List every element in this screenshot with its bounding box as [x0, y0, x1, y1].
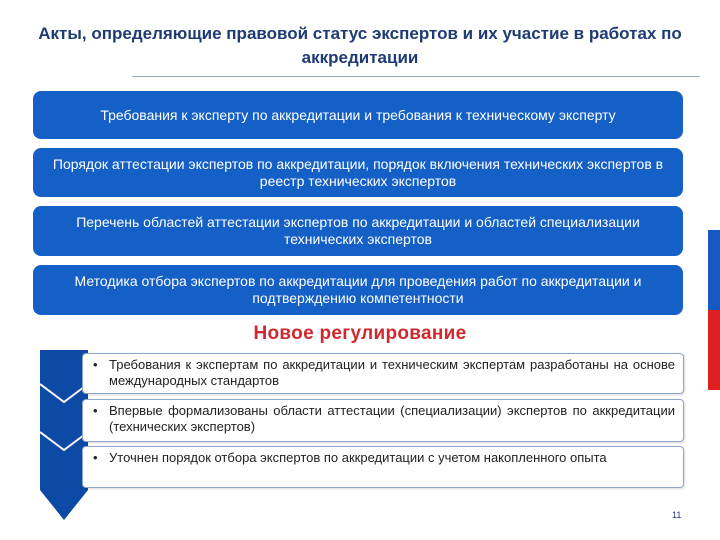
act-box-label: Требования к эксперту по аккредитации и требования к техническому эксперту — [100, 106, 616, 123]
act-box-certification-areas — [33, 206, 683, 256]
flag-stripe-blue — [708, 230, 720, 310]
new-regulation-item — [82, 353, 684, 394]
new-regulation-item — [82, 446, 684, 488]
act-box-label: Методика отбора экспертов по аккредитации для проведения работ по аккредитации и подтверждению компетентности — [74, 273, 642, 306]
new-regulation-heading: Новое регулирование — [253, 323, 467, 344]
bullet-icon: • — [93, 357, 98, 372]
title-divider — [132, 76, 700, 77]
act-box-label: Перечень областей аттестации экспертов по аккредитации и областей специализации технических экспертов — [76, 214, 640, 247]
page-number: 11 — [672, 510, 682, 520]
new-regulation-item — [82, 399, 684, 442]
act-box-certification-procedure — [33, 148, 683, 197]
bullet-icon: • — [93, 450, 98, 465]
slide-title: Акты, определяющие правовой статус экспертов и их участие в работах по аккредитации — [38, 24, 682, 67]
new-regulation-item-text: Впервые формализованы области аттестации (специализации) экспертов по аккредитации (технических экспертов) — [109, 403, 675, 434]
new-regulation-item-text: Требования к экспертам по аккредитации и техническим экспертам разработаны на основе международных стандартов — [109, 357, 675, 388]
act-box-selection-method — [33, 265, 683, 315]
act-box-label: Порядок аттестации экспертов по аккредитации, порядок включения технических экспертов в реестр технических экспертов — [52, 155, 664, 189]
russian-flag-stripe — [708, 150, 720, 390]
new-regulation-item-text: Уточнен порядок отбора экспертов по аккредитации с учетом накопленного опыта — [109, 450, 607, 465]
bullet-icon: • — [93, 403, 98, 418]
flag-stripe-white — [708, 150, 720, 230]
act-box-expert-requirements — [33, 91, 683, 139]
